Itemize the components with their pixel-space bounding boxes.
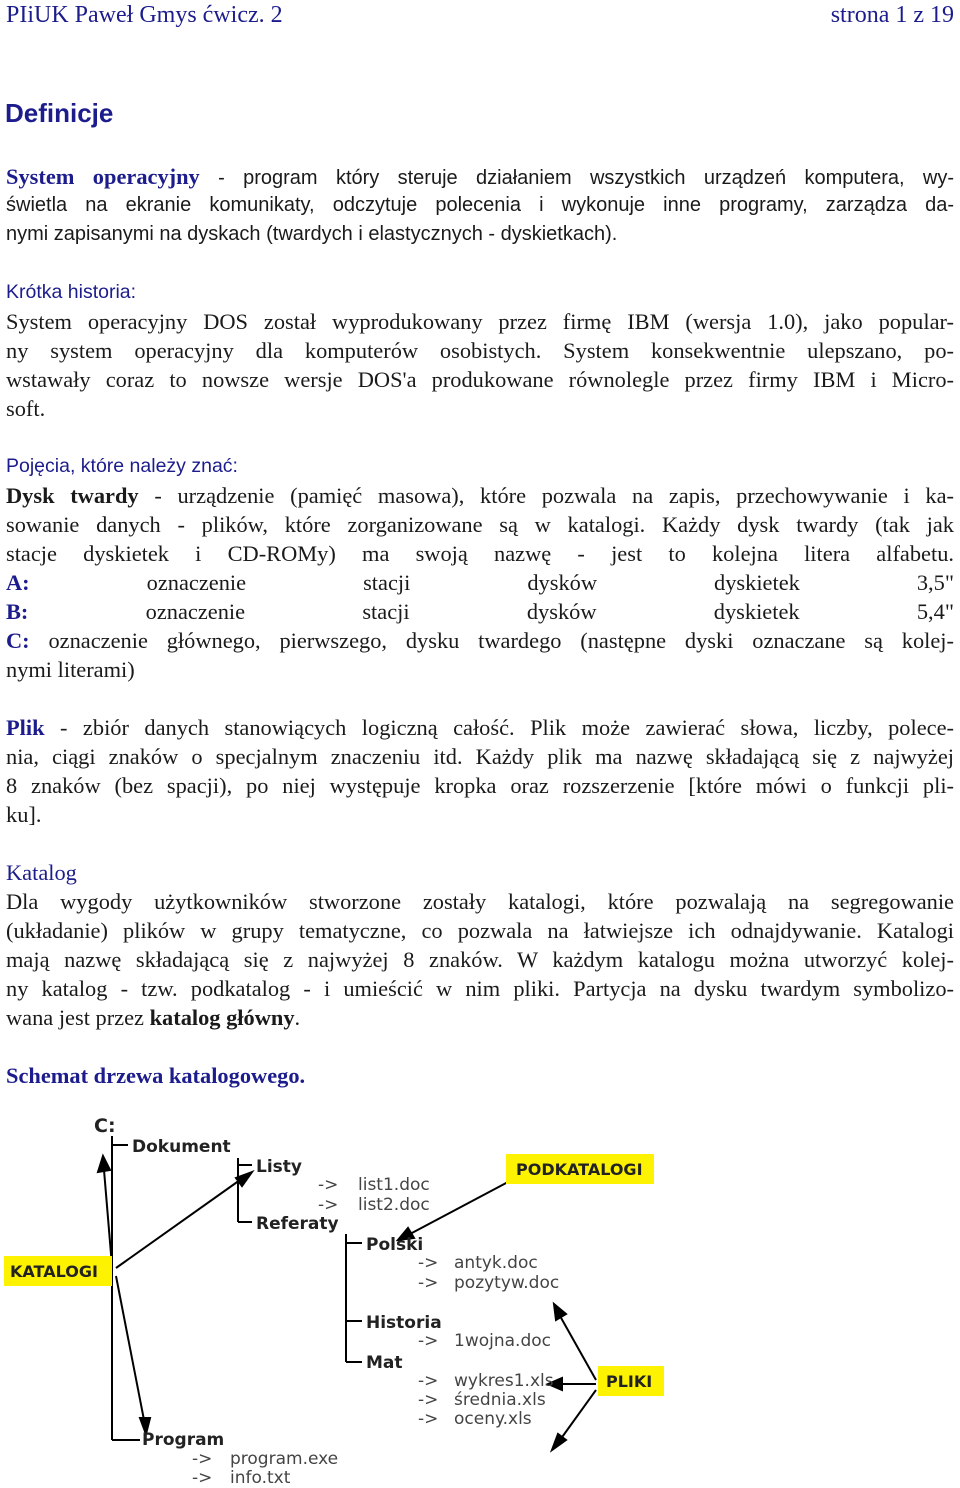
- tree-arrow: ->: [318, 1175, 339, 1195]
- drive-c-line-2: nymi literami): [6, 657, 135, 682]
- tree-file-antyk: antyk.doc: [454, 1253, 538, 1273]
- directory-tree-diagram: [0, 1100, 960, 1488]
- history-line-2: ny system operacyjny dla komputerów osobistych. System konsekwentnie ulepszano, po-: [6, 338, 954, 363]
- concepts-heading: Pojęcia, które należy znać:: [6, 455, 238, 477]
- label-podkatalogi: PODKATALOGI: [516, 1160, 643, 1179]
- tree-file-pozytyw: pozytyw.doc: [454, 1273, 560, 1293]
- tree-file-info: info.txt: [230, 1468, 291, 1488]
- drive-a-line: A: oznaczenie stacji dysków dyskietek 3,5": [6, 570, 954, 595]
- tree-file-list2: list2.doc: [358, 1195, 430, 1215]
- tree-dir-polski: Polski: [366, 1235, 424, 1255]
- drive-c-line-1: C: oznaczenie głównego, pierwszego, dysku twardego (następne dyski oznaczane są kolej-: [6, 628, 954, 653]
- file-line-1: Plik - zbiór danych stanowiących logiczną całość. Plik może zawierać słowa, liczby, polece-: [6, 715, 954, 740]
- definition-line-2: świetla na ekranie komunikaty, odczytuje polecenia i wykonuje inne programy, zarządza da-: [6, 194, 954, 216]
- tree-dir-program: Program: [142, 1430, 225, 1450]
- tree-dir-historia: Historia: [366, 1313, 442, 1333]
- tree-file-oceny: oceny.xls: [454, 1409, 532, 1429]
- drive-b-line: B: oznaczenie stacji dysków dyskietek 5,4": [6, 599, 954, 624]
- label-katalogi: KATALOGI: [10, 1262, 98, 1281]
- disk-line-2: sowanie danych - plików, które zorganizowane są w katalogi. Każdy dysk twardy (tak jak: [6, 512, 954, 537]
- tree-arrow: ->: [418, 1273, 439, 1293]
- tree-dir-mat: Mat: [366, 1353, 403, 1373]
- tree-arrow: ->: [418, 1253, 439, 1273]
- catalog-line-3: mają nazwę składającą się z najwyżej 8 znaków. W każdym katalogu można utworzyć kolej-: [6, 947, 954, 972]
- tree-dir-dokument: Dokument: [132, 1137, 231, 1157]
- tree-root: C:: [94, 1115, 116, 1137]
- tree-arrow: ->: [318, 1195, 339, 1215]
- catalog-line-5: wana jest przez katalog główny.: [6, 1005, 301, 1030]
- file-line-2: nia, ciągi znaków o specjalnym znaczeniu itd. Każdy plik ma nazwę składającą się z najwyżej: [6, 744, 954, 769]
- catalog-line-1: Dla wygody użytkowników stworzone zostały katalogi, które pozwalają na segregowanie: [6, 889, 954, 914]
- catalog-line-4: ny katalog - tzw. podkatalog - i umieścić w nim pliki. Partycja na dysku twardym symbolizo-: [6, 976, 954, 1001]
- tree-file-program-exe: program.exe: [230, 1449, 339, 1469]
- tree-file-1wojna: 1wojna.doc: [454, 1331, 551, 1351]
- file-line-3: 8 znaków (bez spacji), po niej występuje kropka oraz rozszerzenie [które mówi o funkcji pli-: [6, 773, 954, 798]
- page-header-title: PIiUK Paweł Gmys ćwicz. 2: [6, 2, 283, 28]
- tree-file-list1: list1.doc: [358, 1175, 430, 1195]
- disk-line-3: stacje dyskietek i CD-ROMy) ma swoją nazwę - jest to kolejna litera alfabetu.: [6, 541, 954, 566]
- tree-arrow: ->: [418, 1390, 439, 1410]
- history-line-4: soft.: [6, 396, 46, 421]
- catalog-heading: Katalog: [6, 860, 77, 885]
- tree-file-srednia: średnia.xls: [454, 1390, 546, 1410]
- definition-line-3: nymi zapisanymi na dyskach (twardych i elastycznych - dyskietkach).: [6, 223, 618, 245]
- disk-line-1: Dysk twardy - urządzenie (pamięć masowa), które pozwala na zapis, przechowywanie i ka-: [6, 483, 955, 508]
- disk-term: Dysk twardy: [6, 483, 139, 508]
- label-pliki: PLIKI: [606, 1372, 653, 1391]
- tree-arrow: ->: [418, 1409, 439, 1429]
- tree-arrow: ->: [192, 1449, 213, 1469]
- tree-file-wykres1: wykres1.xls: [454, 1371, 554, 1391]
- catalog-line-2: (układanie) plików w grupy tematyczne, co pozwala na łatwiejsze ich odnajdywanie. Katalogi: [6, 918, 954, 943]
- tree-dir-listy: Listy: [256, 1157, 302, 1177]
- schema-heading: Schemat drzewa katalogowego.: [6, 1063, 306, 1088]
- tree-dir-referaty: Referaty: [256, 1214, 339, 1234]
- section-title: Definicje: [5, 98, 114, 128]
- page-number: strona 1 z 19: [830, 2, 954, 28]
- history-heading: Krótka historia:: [6, 281, 137, 303]
- history-line-1: System operacyjny DOS został wyprodukowany przez firmę IBM (wersja 1.0), jako popular-: [6, 309, 954, 334]
- history-line-3: wstawały coraz to nowsze wersje DOS'a produkowane równolegle przez firmy IBM i Micro-: [6, 367, 954, 392]
- file-line-4: ku].: [6, 802, 42, 827]
- definition-term: System operacyjny: [6, 164, 200, 189]
- tree-arrow: ->: [418, 1331, 439, 1351]
- tree-arrow: ->: [192, 1468, 213, 1488]
- tree-arrow: ->: [418, 1371, 439, 1391]
- definition-line-1: System operacyjny - program który steruje działaniem wszystkich urządzeń komputera, wy-: [6, 164, 954, 189]
- file-term: Plik: [6, 715, 45, 740]
